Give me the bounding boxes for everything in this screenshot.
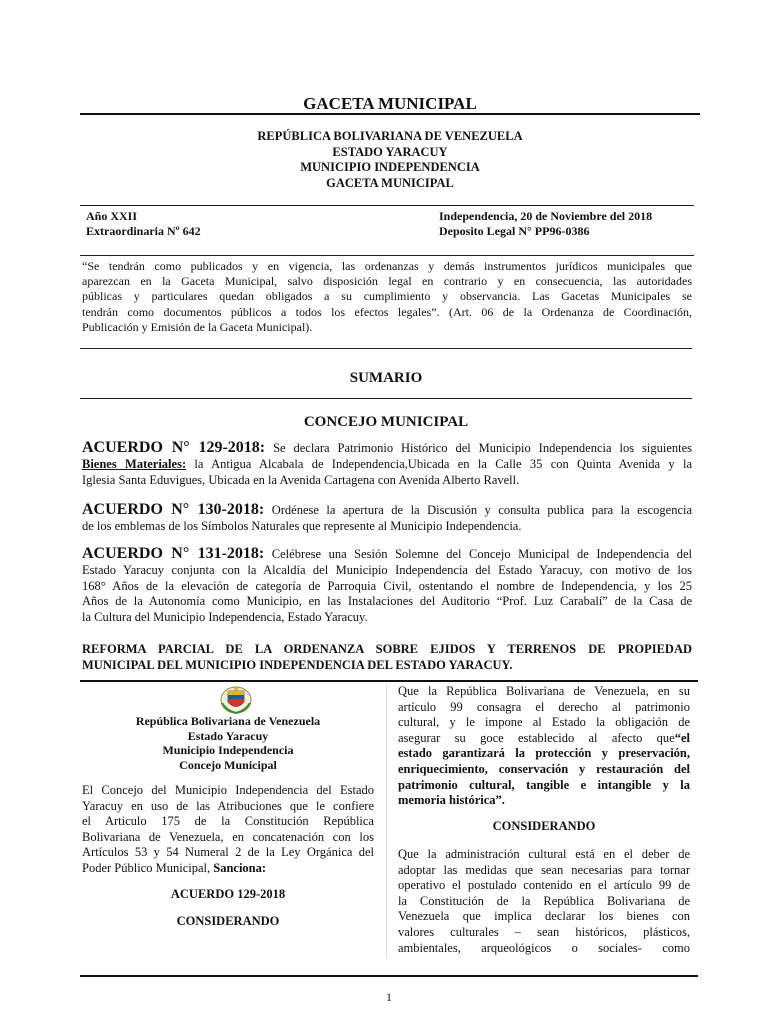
place-date: Independencia, 20 de Noviembre del 2018 <box>439 209 653 223</box>
body-line: el Articulo 175 de la Constitución República <box>82 814 374 829</box>
body-line: Poder Público Municipal, <box>82 860 214 875</box>
acuerdo-heading: ACUERDO N° 129-2018: <box>82 439 266 456</box>
para-line: Que la administración cultural está en el deber de <box>398 847 690 861</box>
header-rule <box>80 205 694 206</box>
para-line: Venezuela que implica declarar los bienes con <box>398 909 690 924</box>
columns-top-rule <box>80 680 698 682</box>
footer-rule <box>80 975 698 977</box>
council-header-line: Estado Yaracuy <box>187 728 269 743</box>
considerando-heading-right: CONSIDERANDO <box>492 819 596 833</box>
quote-line: estado garantizará la protección y preservación, <box>398 746 690 761</box>
column-divider <box>386 684 387 959</box>
considerando-heading: CONSIDERANDO <box>176 914 280 928</box>
bienes-label: Bienes Materiales: <box>82 457 187 471</box>
quote-start: “el <box>674 730 690 745</box>
para-line: ambientales, arqueológicos o sociales- como <box>398 940 690 955</box>
reform-title <box>82 641 692 673</box>
edition-info <box>86 209 201 239</box>
acuerdo-text: Años de la Autonomía como Municipio, en las Instalaciones del Auditorio “Prof. Luz Carabalí” de la Casa de <box>82 594 692 609</box>
body-line: Yaracuy en uso de las Atribuciones que le confiere <box>82 798 374 813</box>
quote-line: patrimonio cultural, tangible e intangible y la <box>398 777 690 792</box>
section-title: CONCEJO MUNICIPAL <box>303 414 469 430</box>
notice-rule <box>80 348 692 349</box>
body-line: Bolivariana de Venezuela, en concatenación con los <box>82 829 374 844</box>
title-rule <box>80 113 700 115</box>
notice-line: Publicación y Emisión de la Gaceta Municipal). <box>82 319 313 334</box>
header-line: MUNICIPIO INDEPENDENCIA <box>300 160 480 174</box>
council-header <box>82 714 374 772</box>
acuerdo-title: ACUERDO 129-2018 <box>170 887 286 901</box>
council-header-line: Concejo Municipal <box>179 757 277 772</box>
para-line: operativo el postulado contenido en el artículo 99 de <box>398 878 690 893</box>
para-line: valores culturales – sean históricos, plásticos, <box>398 924 690 939</box>
acuerdo-heading: ACUERDO N° 131-2018: <box>82 545 265 562</box>
quote-line: enriquecimiento, conservación y restauración del <box>398 761 690 776</box>
page-number: 1 <box>386 990 392 1004</box>
notice-line: “Se tendrán como publicados y en vigencia, las ordenanzas y demás instrumentos jurídicos municipales que <box>82 259 692 273</box>
gazette-title: GACETA MUNICIPAL <box>303 94 477 113</box>
year-label: Año XXII <box>86 209 138 223</box>
acuerdo-text: Se declara Patrimonio Histórico del Municipio Independencia los siguientes <box>273 441 693 455</box>
acuerdo-text: Ordénese la apertura de la Discusión y consulta publica para la escogencia <box>271 503 693 517</box>
acuerdo-131-summary <box>82 546 692 626</box>
acuerdo-text: Estado Yaracuy conjunta con la Alcaldía del Municipio Independencia del Estado Yaracuy, con motivo de los <box>82 562 692 577</box>
gazette-header <box>80 129 700 191</box>
summary-title: SUMARIO <box>349 370 423 386</box>
right-para-2 <box>398 847 690 956</box>
header-line: ESTADO YARACUY <box>332 144 448 159</box>
date-info <box>439 209 652 239</box>
body-line: Artículos 53 y 54 Numeral 2 de la Ley Orgánica del <box>82 845 374 860</box>
council-header-line: Municipio Independencia <box>162 743 294 757</box>
reform-line: MUNICIPAL DEL MUNICIPIO INDEPENDENCIA DEL ESTADO YARACUY. <box>82 658 513 672</box>
para-line: cultural, y le impone al Estado la obligación de <box>398 715 690 730</box>
right-para-1 <box>398 684 690 809</box>
council-header-line: República Bolivariana de Venezuela <box>135 714 321 728</box>
acuerdo-130-summary <box>82 502 692 534</box>
para-line: Que la República Bolivariana de Venezuela, en su <box>398 684 690 698</box>
acuerdo-text: la Cultura del Municipio Independencia, Estado Yaracuy. <box>82 610 368 625</box>
para-line: la Constitución de la República Bolivariana de <box>398 893 690 908</box>
para-line: artículo 99 consagra el derecho al patrimonio <box>398 699 690 714</box>
header-line: REPÚBLICA BOLIVARIANA DE VENEZUELA <box>257 129 523 143</box>
header-line: GACETA MUNICIPAL <box>326 175 454 190</box>
info-rule <box>80 255 694 256</box>
summary-rule <box>80 398 692 399</box>
body-line: El Concejo del Municipio Independencia del Estado <box>82 783 374 797</box>
acuerdo-129-summary <box>82 440 692 488</box>
acuerdo-text: de los emblemas de los Símbolos Naturales que represente al Municipio Independencia. <box>82 519 522 533</box>
acuerdo-heading: ACUERDO N° 130-2018: <box>82 501 265 518</box>
sanciona-label: Sanciona: <box>213 860 267 875</box>
reform-line: REFORMA PARCIAL DE LA ORDENANZA SOBRE EJIDOS Y TERRENOS DE PROPIEDAD <box>82 642 692 656</box>
coat-of-arms-icon <box>219 685 253 715</box>
acuerdo-text: Celébrese una Sesión Solemne del Concejo Municipal de Independencia del <box>271 547 693 561</box>
notice-line: tendrán como documentos públicos a todos los efectos legales”. (Art. 06 de la Ordenanza de Coordinación, <box>82 304 692 319</box>
para-line: adoptar las medidas que sean necesarias para tornar <box>398 862 690 877</box>
acuerdo-text: 168° Años de la elevación de categoría de Parroquia Civil, ostentando el nombre de Independencia, y los 25 <box>82 578 692 593</box>
para-line: asegurar su goce establecido al afecto que <box>398 730 675 745</box>
notice-line: aparezcan en la Gaceta Municipal, salvo disposición legal en contrario y en consecuencia, las autoridades <box>82 274 692 289</box>
edition-label: Extraordinaria Nº 642 <box>86 224 201 238</box>
legal-notice <box>82 259 692 335</box>
notice-line: públicas y particulares quedan obligados a su cumplimiento y observancia. Las Gacetas Municipales se <box>82 289 692 304</box>
acuerdo-text: Iglesia Santa Eduvigues, Ubicada en la Avenida Cartagena con Avenida Alberto Ravell. <box>82 473 520 487</box>
council-body <box>82 783 374 877</box>
quote-line: memoria histórica”. <box>398 793 505 808</box>
legal-deposit: Deposito Legal N° PP96-0386 <box>439 224 590 238</box>
acuerdo-text: la Antigua Alcabala de Independencia,Ubicada en la Calle 35 con Quinta Avenida y la <box>186 457 692 471</box>
